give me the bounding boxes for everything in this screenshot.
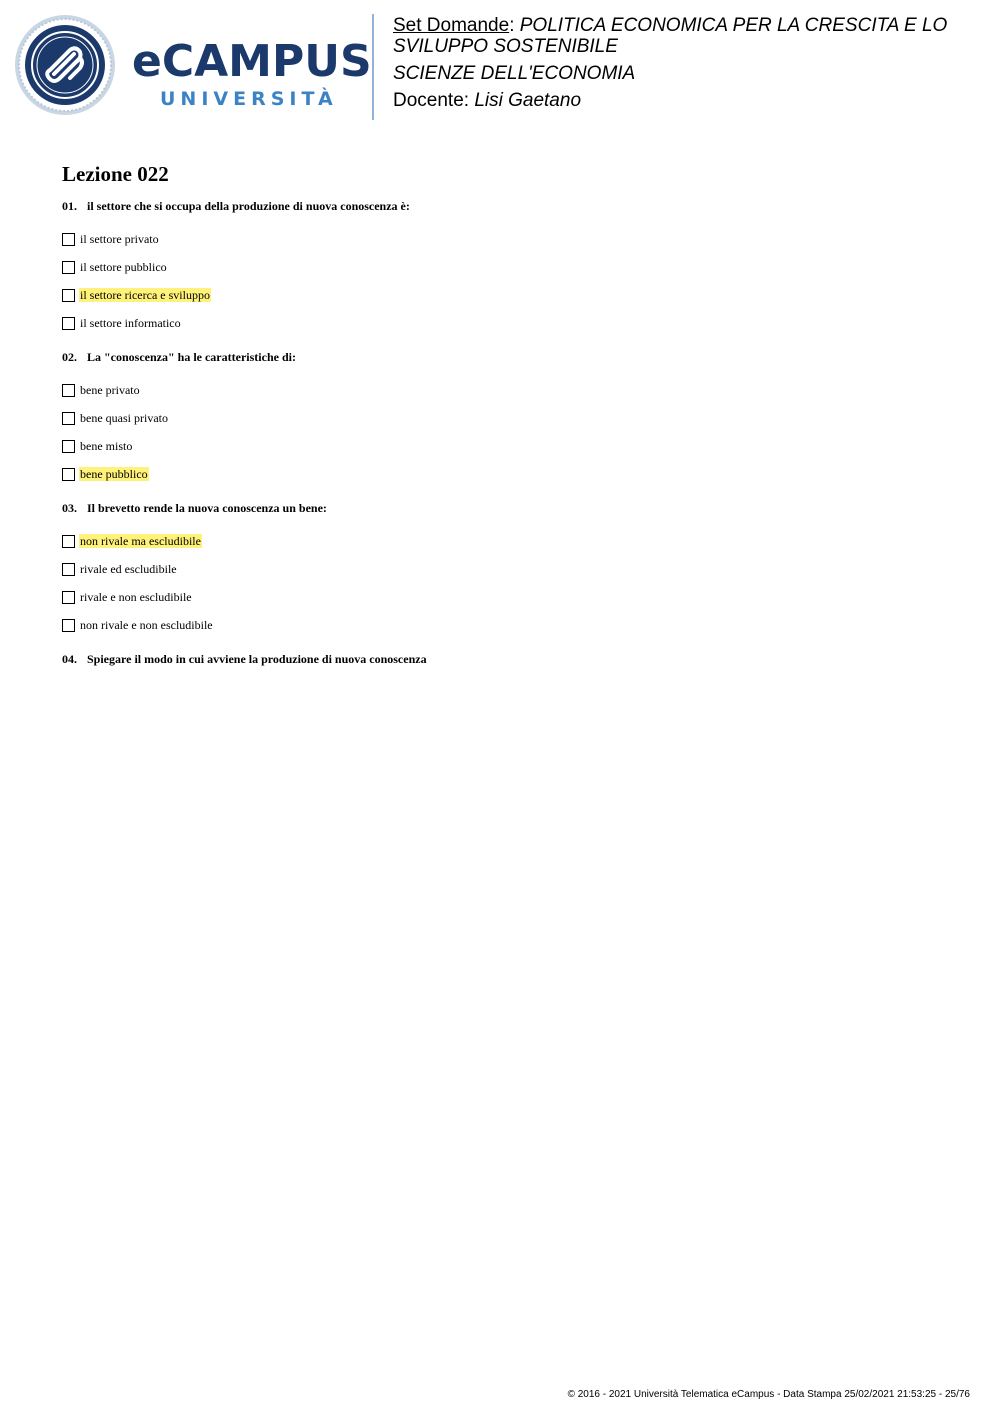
- set-domande-label: Set Domande: [393, 15, 510, 36]
- checkbox[interactable]: [62, 591, 75, 604]
- course-title-part1: POLITICA ECONOMICA PER LA CRESCITA E LO: [519, 15, 948, 36]
- brand-subword: UNIVERSITÀ: [160, 88, 338, 110]
- page-footer: © 2016 - 2021 Università Telematica eCampus - Data Stampa 25/02/2021 21:53:25 - 25/76: [567, 1389, 970, 1400]
- option-label: il settore informatico: [80, 316, 181, 330]
- docente-label: Docente:: [393, 90, 470, 111]
- option-label: il settore privato: [80, 232, 159, 246]
- checkbox[interactable]: [62, 563, 75, 576]
- answer-option[interactable]: [62, 404, 962, 432]
- lesson-title: Lezione 022: [62, 162, 169, 186]
- course-title-line: [393, 15, 983, 36]
- question-list: [62, 160, 962, 678]
- checkbox[interactable]: [62, 289, 75, 302]
- answer-option[interactable]: [62, 583, 962, 611]
- question-number: 01.: [62, 199, 77, 213]
- question-number: 02.: [62, 350, 77, 364]
- answer-option[interactable]: [62, 611, 962, 639]
- option-label: bene quasi privato: [80, 411, 168, 425]
- faculty-name: SCIENZE DELL'ECONOMIA: [393, 63, 636, 84]
- question-title: [62, 652, 962, 666]
- option-label-highlighted: il settore ricerca e sviluppo: [80, 288, 210, 302]
- option-label: rivale ed escludibile: [80, 562, 177, 576]
- checkbox[interactable]: [62, 440, 75, 453]
- option-label-highlighted: non rivale ma escludibile: [80, 534, 201, 548]
- option-label: il settore pubblico: [80, 260, 167, 274]
- answer-option[interactable]: [62, 309, 962, 337]
- page-header: [0, 0, 1000, 130]
- answer-option[interactable]: [62, 527, 962, 555]
- checkbox[interactable]: [62, 535, 75, 548]
- checkbox[interactable]: [62, 468, 75, 481]
- option-label: rivale e non escludibile: [80, 590, 192, 604]
- answer-option[interactable]: [62, 253, 962, 281]
- question-title: [62, 350, 962, 364]
- checkbox[interactable]: [62, 384, 75, 397]
- answer-option[interactable]: [62, 460, 962, 488]
- ecampus-logo: [14, 14, 372, 116]
- question-02: [62, 350, 962, 488]
- checkbox[interactable]: [62, 261, 75, 274]
- question-title: [62, 199, 962, 213]
- set-separator: :: [509, 15, 515, 36]
- question-text: il settore che si occupa della produzione di nuova conoscenza è:: [87, 199, 410, 213]
- answer-option[interactable]: [62, 376, 962, 404]
- option-label-highlighted: bene pubblico: [80, 467, 148, 481]
- docente-line: [393, 90, 983, 111]
- option-label: non rivale e non escludibile: [80, 618, 213, 632]
- question-number: 04.: [62, 652, 77, 666]
- option-label: bene privato: [80, 383, 140, 397]
- answer-option[interactable]: [62, 555, 962, 583]
- university-seal-icon: [14, 14, 116, 116]
- checkbox[interactable]: [62, 412, 75, 425]
- question-number: 03.: [62, 501, 77, 515]
- course-info: [393, 15, 983, 111]
- question-text: Spiegare il modo in cui avviene la produzione di nuova conoscenza: [87, 652, 427, 666]
- question-text: Il brevetto rende la nuova conoscenza un bene:: [87, 501, 327, 515]
- answer-option[interactable]: [62, 281, 962, 309]
- checkbox[interactable]: [62, 233, 75, 246]
- checkbox[interactable]: [62, 619, 75, 632]
- question-text: La "conoscenza" ha le caratteristiche di:: [87, 350, 296, 364]
- question-01: [62, 199, 962, 337]
- answer-option[interactable]: [62, 432, 962, 460]
- answer-option[interactable]: [62, 225, 962, 253]
- option-label: bene misto: [80, 439, 133, 453]
- course-title-part2: SVILUPPO SOSTENIBILE: [393, 36, 618, 57]
- question-04: [62, 652, 962, 666]
- question-title: [62, 501, 962, 515]
- header-divider: [372, 14, 374, 120]
- checkbox[interactable]: [62, 317, 75, 330]
- brand-wordmark: eCAMPUS: [132, 36, 372, 87]
- question-03: [62, 501, 962, 639]
- docente-name: Lisi Gaetano: [474, 90, 582, 111]
